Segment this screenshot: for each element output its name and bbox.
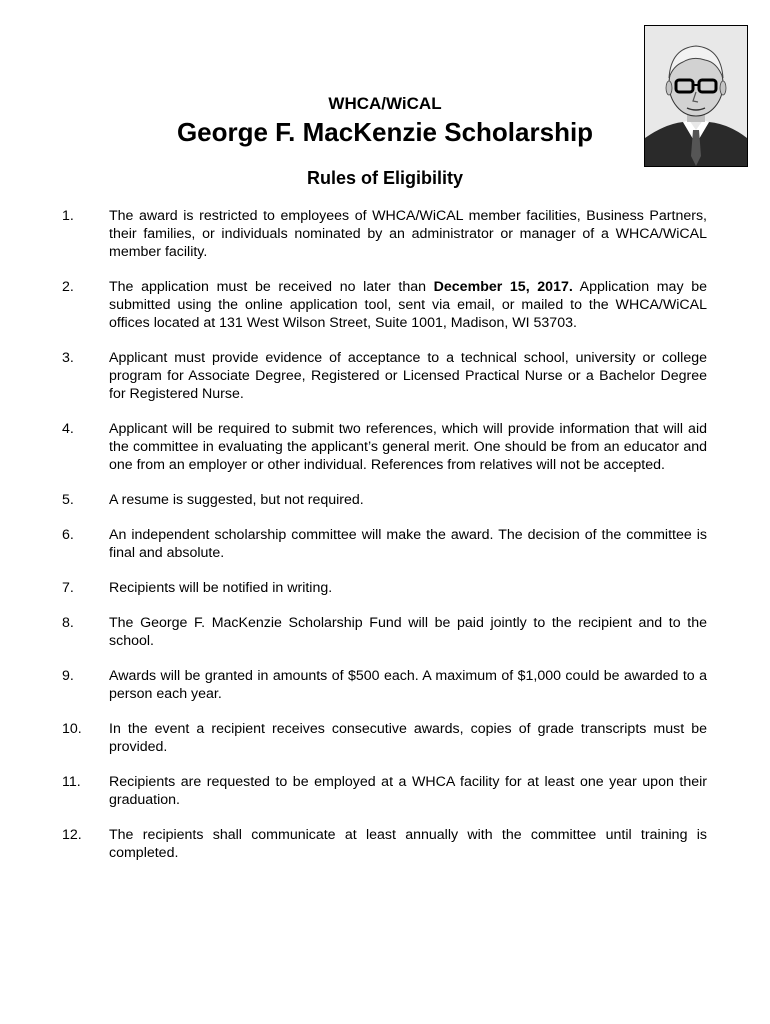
- rule-text: Recipients will be notified in writing.: [109, 580, 333, 596]
- rule-text-part: Application may be submitted using the online application tool, sent via email, or mailed to the WHCA/WiCAL offices located at 131 West Wilson Street, Suite 1001, Madison, WI 53703.: [109, 279, 707, 331]
- rule-number: 11.: [62, 774, 81, 790]
- rule-text: Awards will be granted in amounts of $500 each. A maximum of $1,000 could be awarded to a person each year.: [109, 668, 707, 702]
- section-heading: Rules of Eligibility: [306, 168, 463, 188]
- rule-item-3: [0, 349, 770, 403]
- rule-number: 8.: [62, 615, 74, 631]
- document-title: George F. MacKenzie Scholarship: [176, 117, 594, 147]
- deadline-date: December 15, 2017.: [433, 279, 573, 295]
- rule-text: A resume is suggested, but not required.: [109, 492, 364, 508]
- rule-item-8: [0, 614, 770, 650]
- rule-text-part: The application must be received no later than: [109, 279, 434, 295]
- rule-number: 10.: [62, 721, 82, 737]
- rules-list: [0, 207, 770, 879]
- rule-item-6: [0, 526, 770, 562]
- rule-text: Applicant must provide evidence of acceptance to a technical school, university or college program for Associate Degree, Registered or Licensed Practical Nurse or a Bachelor Degree for Registered Nurse.: [109, 350, 707, 402]
- rule-number: 3.: [62, 350, 74, 366]
- rule-number: 12.: [62, 827, 82, 843]
- rule-text: [109, 278, 707, 332]
- rule-number: 5.: [62, 492, 74, 508]
- rule-item-9: [0, 667, 770, 703]
- rule-text: In the event a recipient receives consecutive awards, copies of grade transcripts must be provided.: [109, 721, 707, 755]
- rule-text: The George F. MacKenzie Scholarship Fund will be paid jointly to the recipient and to the school.: [109, 615, 707, 649]
- rule-text: An independent scholarship committee will make the award. The decision of the committee is final and absolute.: [109, 527, 707, 561]
- rule-number: 2.: [62, 279, 74, 295]
- rule-item-11: [0, 773, 770, 809]
- rule-number: 1.: [62, 208, 74, 224]
- rule-item-7: [0, 579, 770, 597]
- rule-number: 7.: [62, 580, 74, 596]
- rule-text: Recipients are requested to be employed at a WHCA facility for at least one year upon their graduation.: [109, 774, 707, 808]
- rule-item-12: [0, 826, 770, 862]
- rule-text: The award is restricted to employees of WHCA/WiCAL member facilities, Business Partners, their families, or individuals nominated by an administrator or manager of a WHCA/WiCAL member facility.: [109, 208, 707, 260]
- rule-number: 9.: [62, 668, 74, 684]
- rule-item-10: [0, 720, 770, 756]
- rule-item-4: [0, 420, 770, 474]
- rule-text: The recipients shall communicate at least annually with the committee until training is completed.: [109, 827, 707, 861]
- rule-item-5: [0, 491, 770, 509]
- organization-name: WHCA/WiCAL: [328, 94, 442, 113]
- rule-number: 6.: [62, 527, 74, 543]
- rule-text: Applicant will be required to submit two references, which will provide information that will aid the committee in evaluating the applicant’s general merit. One should be from an educator and one from an employer or other individual. References from relatives will not be accepted.: [109, 421, 707, 473]
- rule-number: 4.: [62, 421, 74, 437]
- rule-item-1: [0, 207, 770, 261]
- rule-item-2: [0, 278, 770, 332]
